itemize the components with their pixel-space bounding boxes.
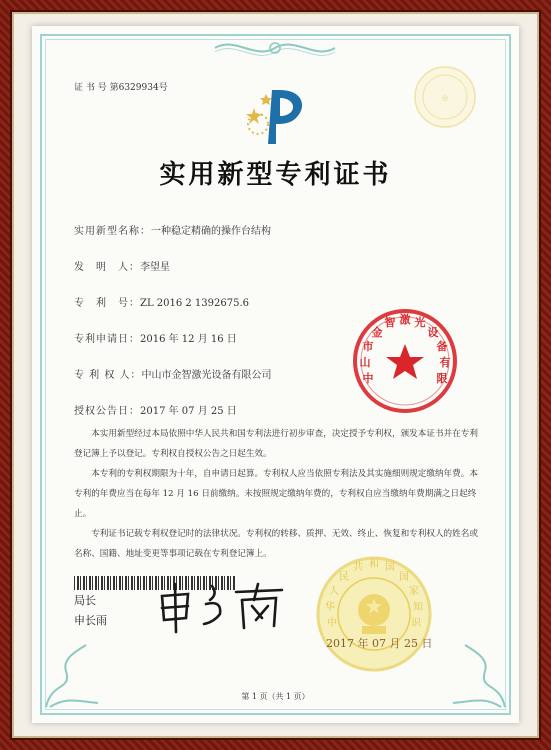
certificate-number <box>74 80 168 93</box>
svg-text:有: 有 <box>439 356 451 369</box>
field-application-date <box>74 330 237 345</box>
body-paragraph: 本专利的专利权期限为十年，自申请日起算。专利权人应当依照专利法及其实施细则规定缴纳年费。本专利的年费应当在每年 12 月 16 日前缴纳。未按照规定缴纳年费的，专利权自应当缴纳年费期满之日起终止。 <box>74 469 478 519</box>
director-signature-icon <box>152 578 292 634</box>
field-patent-number <box>74 294 249 309</box>
field-grant-date <box>74 402 237 417</box>
field-label: 专 利 号： <box>74 298 140 309</box>
field-label: 专利申请日： <box>74 334 140 345</box>
field-value: 李望星 <box>140 262 170 273</box>
body-paragraph: 本实用新型经过本局依照中华人民共和国专利法进行初步审查，决定授予专利权，颁发本证书并在专利登记簿上予以登记。专利权自授权公告之日起生效。 <box>74 429 478 459</box>
svg-text:光: 光 <box>414 316 426 329</box>
body-paragraph: 专利证书记载专利权登记时的法律状况。专利权的转移、质押、无效、终止、恢复和专利权人的姓名或名称、国籍、地址变更等事项记载在专利登记簿上。 <box>74 529 478 559</box>
issue-date: 2017 年 07 月 25 日 <box>326 637 433 650</box>
svg-text:共: 共 <box>353 562 363 573</box>
svg-text:限: 限 <box>436 372 448 385</box>
svg-text:华: 华 <box>325 602 335 613</box>
field-label: 实用新型名称： <box>74 226 151 237</box>
svg-text:国: 国 <box>399 572 409 583</box>
svg-text:和: 和 <box>369 559 379 570</box>
svg-text:中: 中 <box>327 618 337 629</box>
svg-text:设: 设 <box>427 326 439 339</box>
svg-text:国: 国 <box>385 562 395 573</box>
field-label: 发 明 人： <box>74 262 140 273</box>
svg-text:中: 中 <box>362 372 374 385</box>
svg-text:民: 民 <box>339 572 349 583</box>
certificate-number-label: 证 书 号 <box>74 83 107 93</box>
watermark-stamp-icon <box>412 64 478 130</box>
top-ornament-icon <box>205 36 345 60</box>
svg-text:山: 山 <box>359 356 371 369</box>
certificate-paper <box>32 26 519 723</box>
svg-text:识: 识 <box>411 618 421 629</box>
director-name: 申长雨 <box>74 614 107 627</box>
field-inventor <box>74 258 170 273</box>
company-red-seal-icon <box>350 306 460 416</box>
svg-text:◎: ◎ <box>441 94 449 102</box>
svg-text:知: 知 <box>413 602 423 613</box>
svg-text:备: 备 <box>436 340 448 353</box>
field-value: 一种稳定精确的操作台结构 <box>151 226 271 237</box>
svg-text:金: 金 <box>371 326 383 339</box>
certificate-number-value: 第6329934号 <box>109 83 168 93</box>
page-indicator: 第 1 页（共 1 页） <box>241 692 310 701</box>
field-value: 2016 年 12 月 16 日 <box>140 334 237 345</box>
field-value: 2017 年 07 月 25 日 <box>140 406 237 417</box>
svg-text:激: 激 <box>399 313 411 326</box>
field-patentee <box>74 366 272 381</box>
field-label: 专 利 权 人： <box>74 370 142 381</box>
official-gold-seal-icon <box>314 554 434 674</box>
director-title: 局长 <box>74 594 96 607</box>
certificate-body-text <box>74 424 478 564</box>
svg-text:人: 人 <box>329 586 339 597</box>
field-label: 授权公告日： <box>74 406 140 417</box>
svg-text:智: 智 <box>384 316 396 329</box>
certificate-title: 实用新型专利证书 <box>159 160 392 190</box>
field-value: 中山市金智激光设备有限公司 <box>141 370 272 381</box>
field-value: ZL 2016 2 1392675.6 <box>140 298 250 309</box>
svg-text:家: 家 <box>409 586 419 597</box>
svg-text:市: 市 <box>362 340 374 353</box>
patent-office-logo-icon <box>236 84 314 148</box>
field-utility-model-name <box>74 222 271 237</box>
